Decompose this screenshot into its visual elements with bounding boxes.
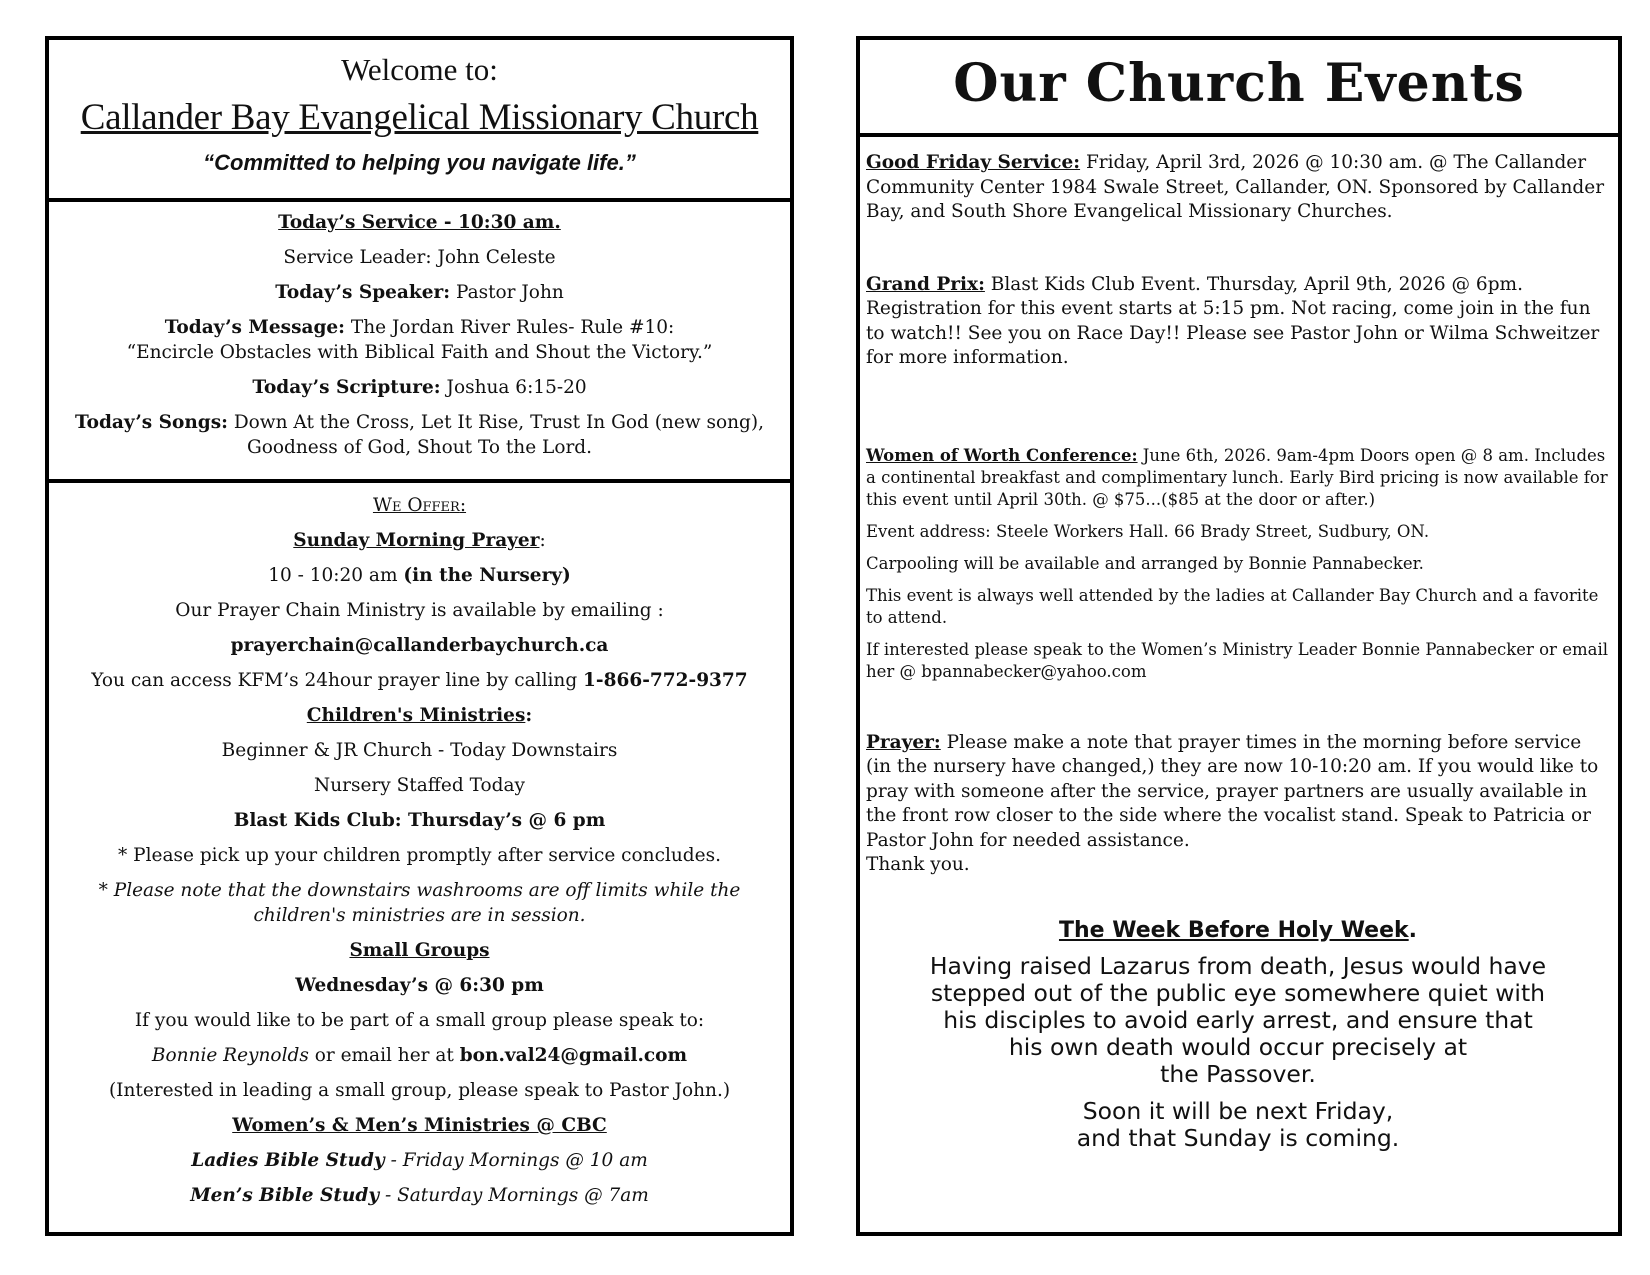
service-songs: Today’s Songs: Down At the Cross, Let It Rise, Trust In God (new song), Goodness of God, Shout To the Lord. [74,412,765,458]
blast-kids-club: Blast Kids Club: Thursday’s @ 6 pm [233,810,606,831]
sunday-prayer-heading: Sunday Morning Prayer: [293,530,546,551]
event-prayer: Prayer: Please make a note that prayer times in the morning before service (in the nursery have changed,) they are now 10-10:20 am. If you would like to pray with someone after the service, prayer partners are usually available in the front row closer to the side where the vocalist stand. Speak to Patricia or Pastor John for needed assistance. Thank you. [866,731,1599,875]
service-message: Today’s Message: The Jordan River Rules- Rule #10: “Encircle Obstacles with Biblical Faith and Shout the Victory.” [126,317,713,363]
sunday-prayer-time: 10 - 10:20 am (in the Nursery) [268,565,571,586]
small-groups-heading: Small Groups [349,940,490,961]
we-offer-heading: We Offer: [372,495,467,516]
wow-address: Event address: Steele Workers Hall. 66 Brady Street, Sudbury, ON. [866,521,1430,541]
reflection-paragraph-1: Having raised Lazarus from death, Jesus would have stepped out of the public eye somewhere quiet with his disciples to avoid early arrest, and ensure that his own death would occur precisely at the Passover. [929,951,1547,1088]
welcome-section [49,40,790,202]
event-women-of-worth: Women of Worth Conference: June 6th, 2026. 9am-4pm Doors open @ 8 am. Includes a continental breakfast and complimentary lunch. Early Bird pricing is now available for this event until April 30th. @ $75...($85 at the door or after.) Event address: Steele Workers Hall. 66 Brady Street, Sudbury, ON. Carpooling will be available and arranged by Bonnie Pannabecker. This event is always well attended by the ladies at Callander Bay Church and a favorite to attend. If interested please speak to the Women’s Ministry Leader Bonnie Pannabecker or email her @ bpannabecker@yahoo.com [866,445,1608,681]
event-grand-prix: Grand Prix: Blast Kids Club Event. Thursday, April 9th, 2026 @ 6pm. Registration for this event starts at 5:15 pm. Not racing, come join in the fun to watch!! See you on Race Day!! Please see Pastor John or Wilma Schweitzer for more information. [866,273,1600,368]
service-leader: Service Leader: John Celeste [283,247,556,268]
small-groups-time: Wednesday’s @ 6:30 pm [295,975,544,996]
left-panel [45,36,794,1236]
events-title: Our Church Events [953,53,1525,114]
children-item-2: Nursery Staffed Today [314,775,525,796]
wow-attendance: This event is always well attended by the ladies at Callander Bay Church and a favorite to attend. [866,585,1599,627]
right-panel [856,36,1622,1236]
wow-contact: If interested please speak to the Women’s Ministry Leader Bonnie Pannabecker or email her @ bpannabecker@yahoo.com [866,639,1608,681]
church-name: Callander Bay Evangelical Missionary Church [80,97,759,138]
contact-email[interactable]: bon.val24@gmail.com [459,1045,688,1066]
kfm-prayer-line: You can access KFM’s 24hour prayer line by calling 1-866-772-9377 [91,670,748,691]
children-item-1: Beginner & JR Church - Today Downstairs [221,740,618,761]
kfm-phone[interactable]: 1-866-772-9377 [583,670,748,691]
leading-note: (Interested in leading a small group, please speak to Pastor John.) [108,1080,731,1101]
small-groups-contact: Bonnie Reynolds or email her at bon.val24@gmail.com [151,1045,688,1066]
ladies-bible-study: Ladies Bible Study - Friday Mornings @ 10 am [191,1150,648,1171]
church-tagline: “Committed to helping you navigate life.” [203,150,636,175]
reflection-section [866,918,1610,1152]
service-speaker: Today’s Speaker: Pastor John [275,282,564,303]
service-heading: Today’s Service - 10:30 am. [278,212,561,233]
welcome-heading: Welcome to: [341,52,498,87]
event-good-friday: Good Friday Service: Friday, April 3rd, 2026 @ 10:30 am. @ The Callander Community Center 1984 Swale Street, Callander, ON. Sponsored by Callander Bay, and South Shore Evangelical Missionary Churches. [866,152,1605,222]
wow-carpool: Carpooling will be available and arranged by Bonnie Pannabecker. [866,553,1424,573]
prayer-chain-text: Our Prayer Chain Ministry is available by emailing : [175,600,664,621]
small-groups-text: If you would like to be part of a small group please speak to: [134,1010,705,1031]
we-offer-section [49,483,790,1208]
washroom-note: * Please note that the downstairs washrooms are off limits while the children's ministries are in session. [98,880,741,926]
reflection-paragraph-2: Soon it will be next Friday, and that Sunday is coming. [1076,1096,1400,1152]
events-header [860,40,1618,137]
pickup-note: * Please pick up your children promptly after service concludes. [118,845,721,866]
service-scripture: Today’s Scripture: Joshua 6:15-20 [252,377,587,398]
childrens-ministries-heading: Children's Ministries: [306,705,533,726]
reflection-title: The Week Before Holy Week. [1058,917,1418,943]
todays-service-section [49,202,790,483]
mens-bible-study: Men’s Bible Study - Saturday Mornings @ 7am [190,1185,649,1206]
ministries-heading: Women’s & Men’s Ministries @ CBC [232,1115,607,1136]
prayer-chain-email[interactable]: prayerchain@callanderbaychurch.ca [230,635,609,656]
events-body [860,137,1618,1152]
